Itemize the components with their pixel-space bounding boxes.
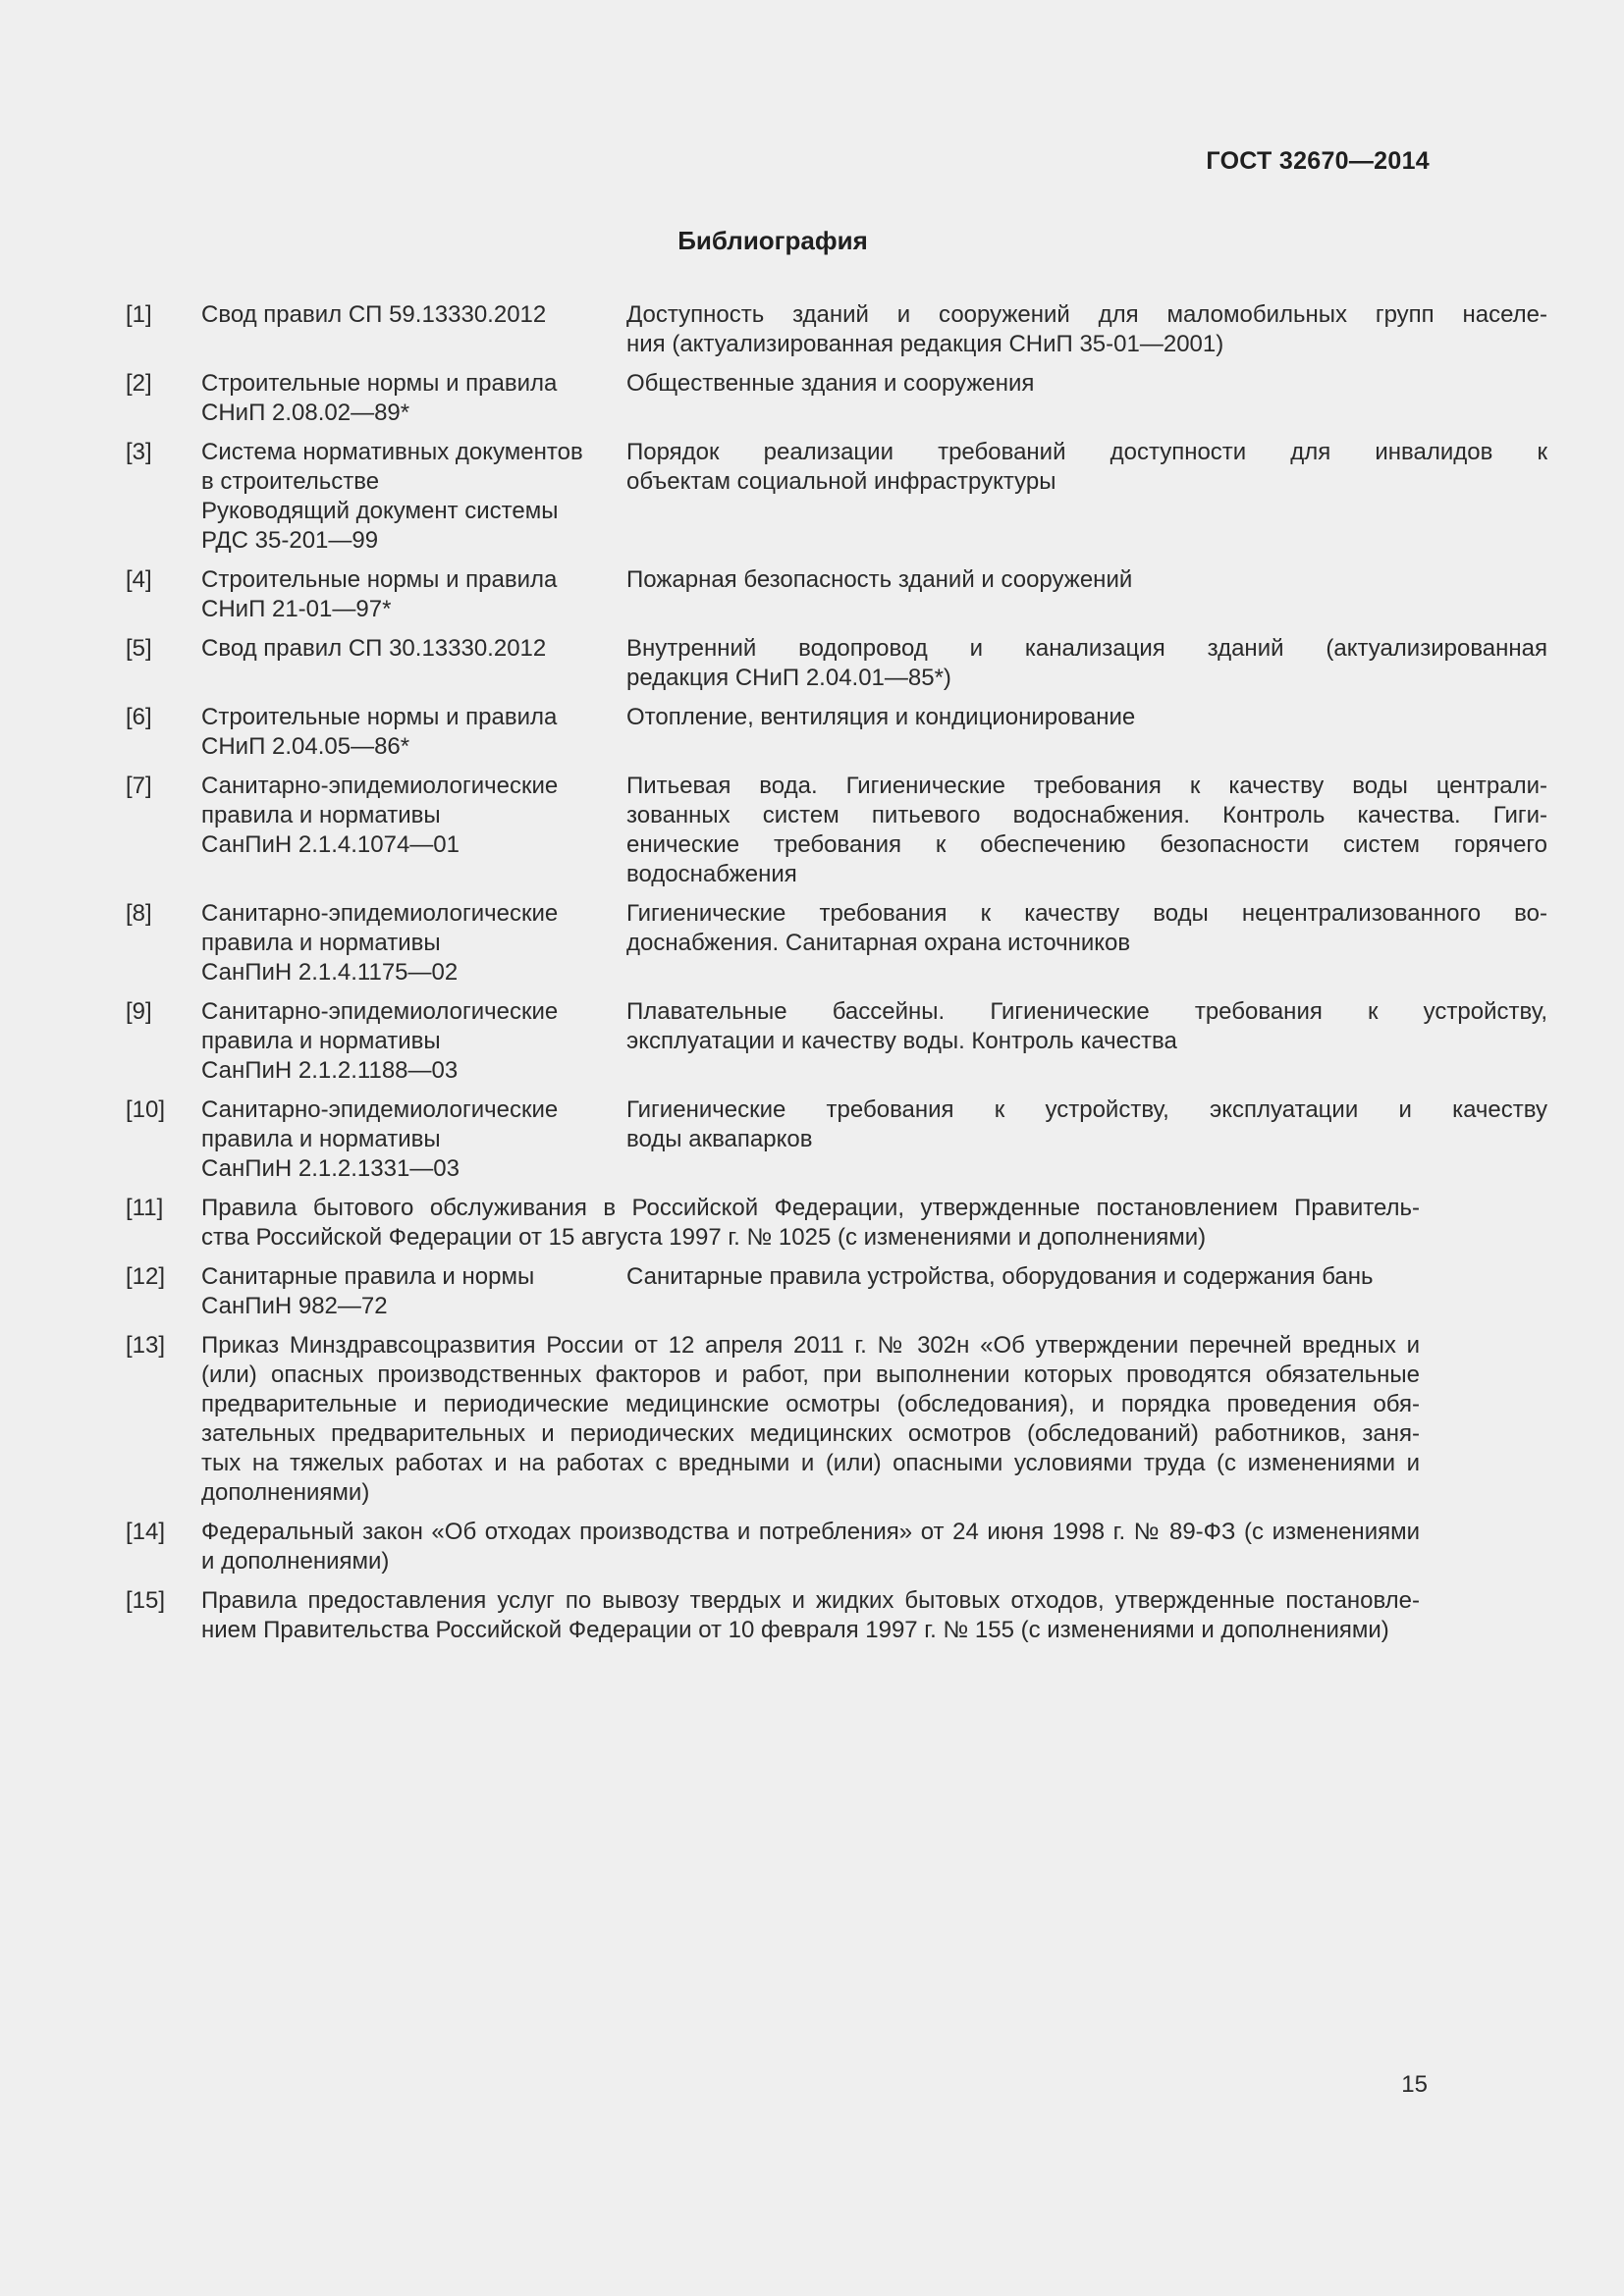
entry-title: [626, 300, 1547, 359]
bibliography-entry: [126, 565, 1420, 624]
title-line: Пожарная безопасность зданий и сооружений: [626, 566, 1133, 593]
source-line: СНиП 2.08.02—89*: [201, 400, 410, 426]
entry-number: [1]: [126, 301, 152, 328]
source-line: в строительстве: [201, 468, 380, 495]
entry-number: [8]: [126, 900, 152, 927]
source-line: Санитарно-эпидемиологические: [201, 773, 559, 799]
source-line: правила и нормативы: [201, 802, 441, 828]
entry-number: [14]: [126, 1519, 166, 1545]
entry-number: [11]: [126, 1195, 164, 1221]
entry-title: [626, 369, 1547, 399]
title-line: Плавательные бассейны. Гигиенические требования к устройству,: [626, 998, 1547, 1025]
entry-source: [201, 369, 609, 428]
source-line: Санитарно-эпидемиологические: [201, 998, 559, 1025]
bibliography-list: [126, 300, 1547, 1655]
title-line: Внутренний водопровод и канализация зданий (актуализированная: [626, 635, 1547, 662]
source-line: Санитарные правила и нормы: [201, 1263, 535, 1290]
entry-title: [626, 772, 1547, 889]
bibliography-entry: [126, 634, 1547, 693]
title-line: зованных систем питьевого водоснабжения. Контроль качества. Гиги-: [626, 802, 1547, 828]
source-line: Строительные нормы и правила: [201, 370, 558, 397]
full-line: зательных предварительных и периодических медицинских осмотров (обследований) работников, заня-: [201, 1420, 1420, 1447]
full-line: Федеральный закон «Об отходах производства и потребления» от 24 июня 1998 г. № 89-ФЗ (с изменениями: [201, 1519, 1420, 1545]
full-line: Приказ Минздравсоцразвития России от 12 апреля 2011 г. № 302н «Об утверждении перечней вредных и: [201, 1332, 1420, 1359]
source-line: Санитарно-эпидемиологические: [201, 1096, 559, 1123]
bibliography-entry: [126, 300, 1547, 359]
title-line: Гигиенические требования к устройству, эксплуатации и качеству: [626, 1096, 1547, 1123]
title-line: Питьевая вода. Гигиенические требования к качеству воды централи-: [626, 773, 1547, 799]
entry-title: [626, 438, 1547, 497]
source-line: Свод правил СП 30.13330.2012: [201, 635, 547, 662]
bibliography-entry: [126, 1194, 1420, 1253]
entry-title: [626, 997, 1547, 1056]
entry-title: [626, 899, 1547, 958]
source-line: Руководящий документ системы: [201, 498, 559, 524]
entry-title: [626, 634, 1547, 693]
entry-source: [201, 997, 609, 1086]
bibliography-entry: [126, 703, 1420, 762]
entry-number: [13]: [126, 1332, 166, 1359]
full-line: предварительные и периодические медицинские осмотры (обследования), и порядка проведения обя-: [201, 1391, 1420, 1417]
title-line: енические требования к обеспечению безопасности систем горячего: [626, 831, 1547, 858]
title-line: редакция СНиП 2.04.01—85*): [626, 665, 951, 691]
source-line: Свод правил СП 59.13330.2012: [201, 301, 547, 328]
entry-number: [12]: [126, 1263, 166, 1290]
entry-source: [201, 1262, 609, 1321]
full-line: Правила предоставления услуг по вывозу твердых и жидких бытовых отходов, утвержденные постановле-: [201, 1587, 1420, 1614]
entry-number: [4]: [126, 566, 152, 593]
entry-number: [15]: [126, 1587, 166, 1614]
bibliography-entry: [126, 1518, 1420, 1576]
source-line: Строительные нормы и правила: [201, 704, 558, 730]
entry-text: [201, 1518, 1420, 1576]
entry-title: [626, 565, 1547, 595]
entry-source: [201, 565, 609, 624]
entry-title: [626, 703, 1547, 732]
full-line: ства Российской Федерации от 15 августа 1997 г. № 1025 (с изменениями и дополнениями): [201, 1224, 1207, 1251]
full-line: (или) опасных производственных факторов и работ, при выполнении которых проводятся обязательные: [201, 1362, 1420, 1388]
entry-text: [201, 1331, 1420, 1508]
source-line: СНиП 21-01—97*: [201, 596, 392, 622]
bibliography-entry: [126, 1095, 1547, 1184]
entry-text: [201, 1586, 1420, 1645]
title-line: Общественные здания и сооружения: [626, 370, 1035, 397]
source-line: правила и нормативы: [201, 930, 441, 956]
title-line: объектам социальной инфраструктуры: [626, 468, 1056, 495]
title-line: Отопление, вентиляция и кондиционирование: [626, 704, 1136, 730]
title-line: доснабжения. Санитарная охрана источников: [626, 930, 1131, 956]
source-line: правила и нормативы: [201, 1028, 441, 1054]
title-line: Порядок реализации требований доступности для инвалидов к: [626, 439, 1547, 465]
entry-number: [10]: [126, 1096, 166, 1123]
entry-source: [201, 772, 609, 860]
full-line: Правила бытового обслуживания в Российской Федерации, утвержденные постановлением Правитель-: [201, 1195, 1420, 1221]
source-line: РДС 35-201—99: [201, 527, 379, 554]
full-line: дополнениями): [201, 1479, 370, 1506]
bibliography-entry: [126, 997, 1547, 1086]
entry-number: [5]: [126, 635, 152, 662]
source-line: СанПиН 2.1.4.1175—02: [201, 959, 459, 986]
entry-text: [201, 1194, 1420, 1253]
source-line: СанПиН 982—72: [201, 1293, 388, 1319]
entry-source: [201, 703, 609, 762]
source-line: СанПиН 2.1.2.1188—03: [201, 1057, 459, 1084]
bibliography-entry: [126, 1262, 1420, 1321]
source-line: СанПиН 2.1.2.1331—03: [201, 1155, 460, 1182]
source-line: Строительные нормы и правила: [201, 566, 558, 593]
entry-number: [7]: [126, 773, 152, 799]
bibliography-entry: [126, 1586, 1420, 1645]
title-line: Санитарные правила устройства, оборудования и содержания бань: [626, 1263, 1374, 1290]
entry-source: [201, 899, 609, 988]
entry-source: [201, 300, 609, 330]
bibliography-entry: [126, 772, 1547, 889]
title-line: ния (актуализированная редакция СНиП 35-01—2001): [626, 331, 1224, 357]
entry-number: [3]: [126, 439, 152, 465]
bibliography-entry: [126, 369, 1420, 428]
source-line: Санитарно-эпидемиологические: [201, 900, 559, 927]
title-line: эксплуатации и качеству воды. Контроль качества: [626, 1028, 1177, 1054]
bibliography-entry: [126, 438, 1547, 556]
title-line: Гигиенические требования к качеству воды нецентрализованного во-: [626, 900, 1547, 927]
source-line: СанПиН 2.1.4.1074—01: [201, 831, 460, 858]
entry-source: [201, 634, 609, 664]
document-code: ГОСТ 32670—2014: [1206, 147, 1430, 175]
full-line: и дополнениями): [201, 1548, 390, 1575]
bibliography-entry: [126, 1331, 1420, 1508]
entry-source: [201, 1095, 609, 1184]
title-line: водоснабжения: [626, 861, 797, 887]
title-line: Доступность зданий и сооружений для маломобильных групп населе-: [626, 301, 1547, 328]
entry-number: [2]: [126, 370, 152, 397]
source-line: СНиП 2.04.05—86*: [201, 733, 410, 760]
source-line: правила и нормативы: [201, 1126, 441, 1152]
full-line: нием Правительства Российской Федерации от 10 февраля 1997 г. № 155 (с изменениями и дополнениями): [201, 1617, 1389, 1643]
title-line: воды аквапарков: [626, 1126, 813, 1152]
full-line: тых на тяжелых работах и на работах с вредными и (или) опасными условиями труда (с изменениями и: [201, 1450, 1420, 1476]
source-line: Система нормативных документов: [201, 439, 583, 465]
page-title: Библиография: [677, 226, 868, 255]
entry-number: [9]: [126, 998, 152, 1025]
entry-title: [626, 1262, 1547, 1292]
page-number: 15: [1401, 2071, 1428, 2098]
bibliography-entry: [126, 899, 1547, 988]
entry-title: [626, 1095, 1547, 1154]
entry-number: [6]: [126, 704, 152, 730]
entry-source: [201, 438, 609, 556]
